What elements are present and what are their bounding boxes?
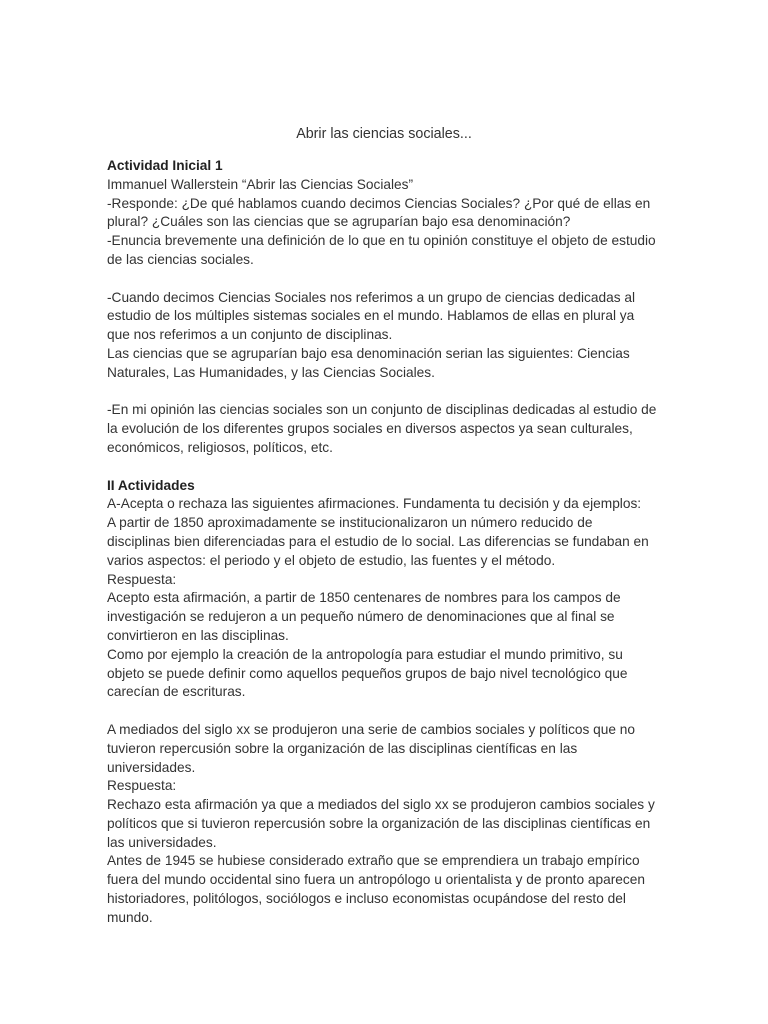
paragraph-line: fuera del mundo occidental sino fuera un antropólogo u orientalista y de pronto aparecen — [107, 872, 645, 888]
blank-line — [107, 458, 667, 477]
paragraph-line: varios aspectos: el periodo y el objeto de estudio, las fuentes y el método. — [107, 552, 556, 568]
document-title: Abrir las ciencias sociales... — [296, 126, 472, 142]
document-body — [107, 157, 667, 928]
paragraph-line: las universidades. — [107, 834, 217, 850]
paragraph-line: tuvieron repercusión sobre la organización de las disciplinas científicas en las — [107, 740, 578, 756]
paragraph-line: -En mi opinión las ciencias sociales son un conjunto de disciplinas dedicadas al estudio de — [107, 402, 657, 418]
paragraph-line: económicos, religiosos, políticos, etc. — [107, 439, 333, 455]
paragraph-line: -Enuncia brevemente una definición de lo que en tu opinión constituye el objeto de estudio — [107, 233, 656, 249]
paragraph-line: Las ciencias que se agruparían bajo esa denominación serian las siguientes: Ciencias — [107, 345, 630, 361]
paragraph-line: de las ciencias sociales. — [107, 251, 254, 267]
paragraph-line: -Cuando decimos Ciencias Sociales nos referimos a un grupo de ciencias dedicadas al — [107, 289, 636, 305]
paragraph-line: universidades. — [107, 759, 196, 775]
paragraph-line: Immanuel Wallerstein “Abrir las Ciencias Sociales” — [107, 176, 414, 192]
paragraph-line: A-Acepta o rechaza las siguientes afirmaciones. Fundamenta tu decisión y da ejemplos: — [107, 496, 642, 512]
paragraph-line: objeto se puede definir como aquellos pequeños grupos de bajo nivel tecnológico que — [107, 665, 628, 681]
paragraph-line: carecían de escrituras. — [107, 684, 246, 700]
paragraph-line: la evolución de los diferentes grupos sociales en diversos aspectos ya sean culturales, — [107, 421, 633, 437]
paragraph-line: que nos referimos a un conjunto de disciplinas. — [107, 327, 393, 343]
paragraph-line: convirtieron en las disciplinas. — [107, 627, 289, 643]
paragraph-line: historiadores, politólogos, sociólogos e incluso economistas ocupándose del resto del — [107, 891, 626, 907]
paragraph-line: mundo. — [107, 909, 153, 925]
paragraph-line: Respuesta: — [107, 571, 177, 587]
paragraph-line: Naturales, Las Humanidades, y las Ciencias Sociales. — [107, 364, 435, 380]
blank-line — [107, 270, 667, 289]
paragraph-line: plural? ¿Cuáles son las ciencias que se agruparían bajo esa denominación? — [107, 214, 571, 230]
paragraph-line: Acepto esta afirmación, a partir de 1850 centenares de nombres para los campos de — [107, 590, 621, 606]
blank-line — [107, 702, 667, 721]
paragraph-line: disciplinas bien diferenciadas para el estudio de lo social. Las diferencias se fundaban en — [107, 533, 649, 549]
paragraph-line: -Responde: ¿De qué hablamos cuando decimos Ciencias Sociales? ¿Por qué de ellas en — [107, 195, 651, 211]
paragraph-line: Antes de 1945 se hubiese considerado extraño que se emprendiera un trabajo empírico — [107, 853, 640, 869]
paragraph-line: A partir de 1850 aproximadamente se institucionalizaron un número reducido de — [107, 515, 593, 531]
paragraph-line: Respuesta: — [107, 778, 177, 794]
paragraph-line: Rechazo esta afirmación ya que a mediados del siglo xx se produjeron cambios sociales y — [107, 797, 655, 813]
paragraph-line: políticos que si tuvieron repercusión sobre la organización de las disciplinas científicas en — [107, 815, 651, 831]
blank-line — [107, 383, 667, 402]
section-heading: II Actividades — [107, 477, 195, 493]
paragraph-line: A mediados del siglo xx se produjeron una serie de cambios sociales y políticos que no — [107, 721, 636, 737]
section-heading: Actividad Inicial 1 — [107, 158, 223, 173]
paragraph-line: estudio de los múltiples sistemas sociales en el mundo. Hablamos de ellas en plural ya — [107, 308, 635, 324]
paragraph-line: investigación se redujeron a un pequeño número de denominaciones que al final se — [107, 609, 615, 625]
paragraph-line: Como por ejemplo la creación de la antropología para estudiar el mundo primitivo, su — [107, 646, 623, 662]
